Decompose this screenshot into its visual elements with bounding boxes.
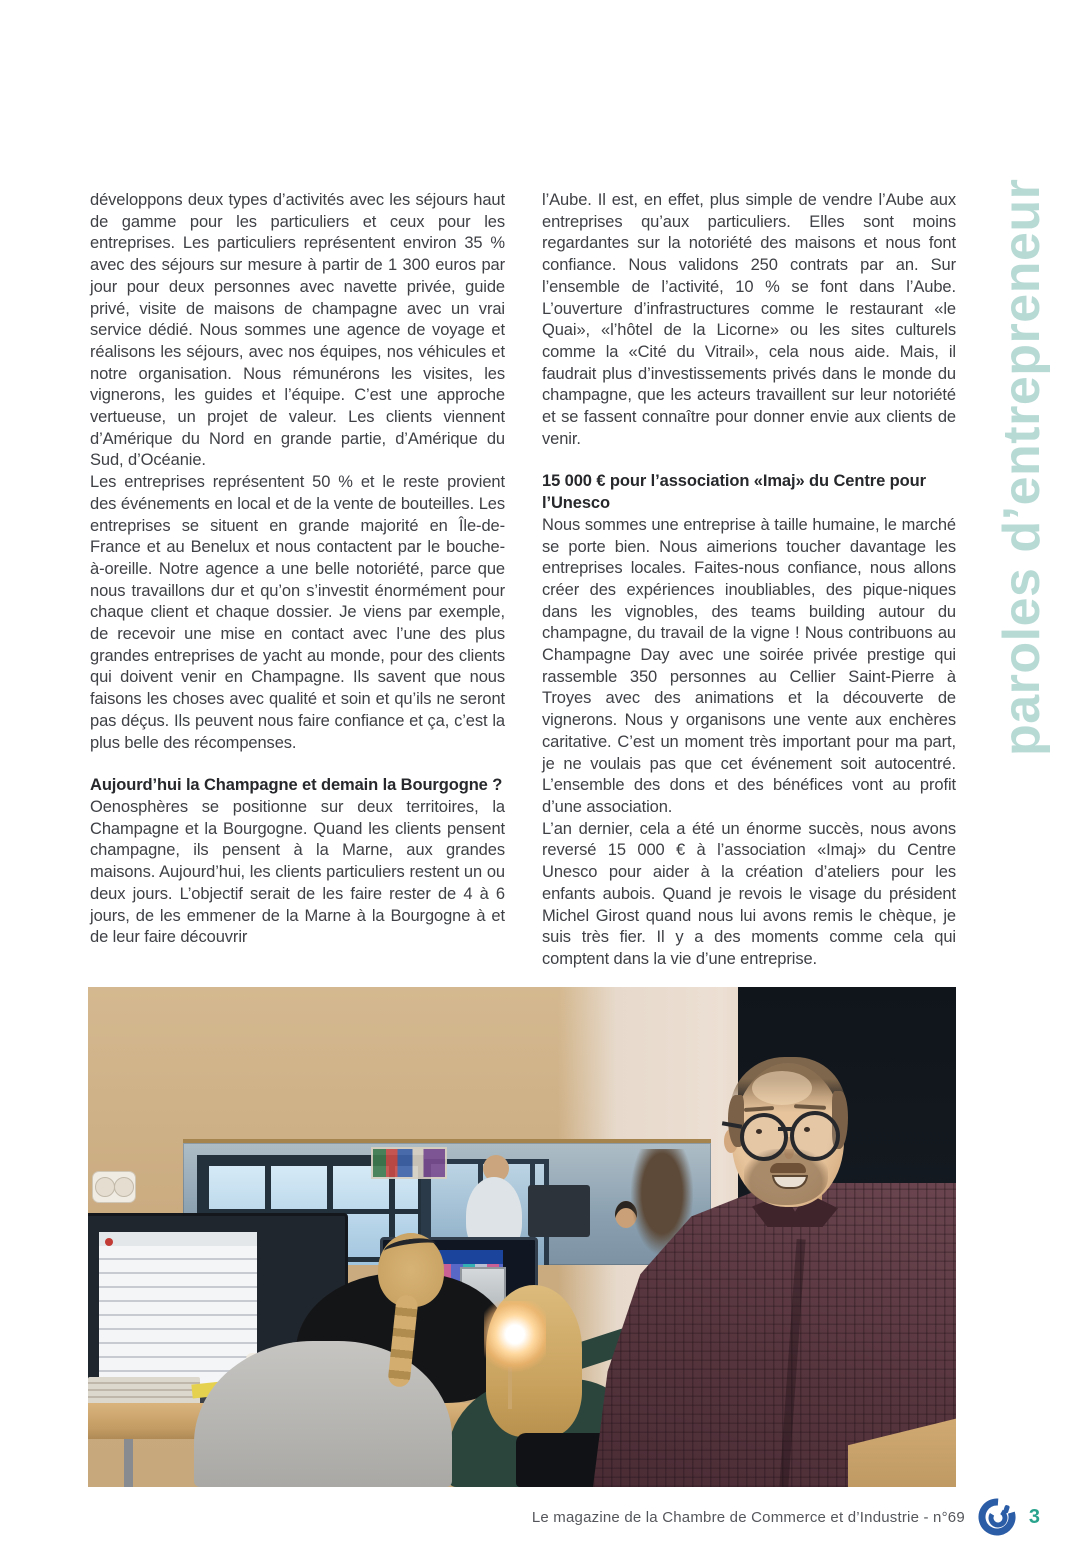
paragraph: Oenosphères se positionne sur deux territoires, la Champagne et la Bourgogne. Quand les clients pensent champagne, ils pensent à la Marne, aux grandes maisons. Aujourd’hui, les clients particuliers restent un ou deux jours. L’objectif serait de les faire rester de 4 à 6 jours, de les emmener de la Marne à la Bourgogne à et de leur faire découvrir	[90, 797, 505, 947]
photo-paper-stack	[88, 1377, 200, 1405]
article-column-right	[542, 190, 956, 971]
paragraph: Les entreprises représentent 50 % et le reste provient des événements en local et de la vente de bouteilles. Les entreprises se situent en grande majorité en Île-de-France et au Benelux et nous contactent par le bouche-à-oreille. Notre agence a une belle notoriété, parce que nous travaillons dur et qu’on s’investit énormément pour chaque client et chaque dossier. Je viens par exemple, de recevoir une mise en contact avec l’une des plus grandes entreprises de yacht au monde, pour des clients qui doivent venir en Champagne. Ils savent que nous faisons les choses avec qualité et soin et qu’ils ne seront pas déçus. Ils peuvent nous faire confiance et ça, c’est la plus belle des récompenses.	[90, 473, 505, 752]
office-photo	[88, 987, 956, 1487]
photo-forehead	[752, 1071, 812, 1105]
paragraph: Nous sommes une entreprise à taille humaine, le marché se porte bien. Nous aimerions toucher davantage les entreprises locales. Faites-nous confiance, nous allons créer des expériences inoubliables, des pique-niques dans les vignobles, des teams building autour du champagne, du travail de la vigne ! Nous contribuons au Champagne Day avec une soirée privée prestige qui rassemble 350 personnes au Cellier Saint-Pierre à Troyes avec des animations et la découverte de vignerons. Nous y organisons une vente aux enchères caritative. C’est un moment très important pour ma part, je ne voulais pas que cet événement soit autocentré. L’ensemble des dons et des bénéfices vont au profit d’une association.	[542, 515, 956, 816]
photo-glasses-right-lens	[790, 1111, 840, 1161]
paragraph: L’an dernier, cela a été un énorme succès, nous avons reversé 15 000 € à l’association «Imaj» du Centre Unesco pour aider à la création d’ateliers pour les enfants aubois. Quand je revois le visage du président Michel Girost quand nous lui avons remis le chèque, je suis très fier. Il y a des moments comme cela qui comptent dans la vie d’une entreprise.	[542, 819, 956, 968]
magazine-title-line: Le magazine de la Chambre de Commerce et d’Industrie - n°69	[531, 1508, 965, 1526]
photo-desk-leg	[124, 1439, 133, 1487]
photo-lamp-glow	[484, 1301, 546, 1375]
paragraph: développons deux types d’activités avec les séjours haut de gamme pour les particuliers et ceux pour les entreprises. Les particuliers représentent environ 35 % avec des séjours sur mesure à partir de 1 300 euros par jour pour deux personnes avec navette privée, guide privé, visite de maisons de champagne avec un vrai service dédié. Nous sommes une agence de voyage et réalisons les séjours, avec nos équipes, nos véhicules et notre organisation. Nous rémunérons les visites, les vignerons, les guides et l’équipe. C’est une approche vertueuse, un projet de valeur. Les clients viennent d’Amérique du Nord en grande partie, d’Amérique du Sud, d’Océanie.	[90, 191, 505, 470]
photo-monitor-icon	[105, 1238, 113, 1246]
photo-poster	[371, 1147, 447, 1179]
photo-background-monitor	[528, 1185, 590, 1237]
article-column-left	[90, 190, 505, 949]
section-heading: Aujourd’hui la Champagne et demain la Bourgogne ?	[90, 776, 503, 795]
photo-man-eye	[756, 1129, 762, 1134]
paragraph: l’Aube. Il est, en effet, plus simple de vendre l’Aube aux entreprises qu’aux particuliers. Elles sont moins regardantes sur la notoriété des maisons et nous font confiance. Nous validons 250 contrats par an. Sur l’ensemble de l’activité, 10 % se font dans l’Aube. L’ouverture d’infrastructures comme le restaurant «le Quai», «l’hôtel de la Licorne» ou les sites culturels comme la «Cité du Vitrail», cela nous aide. Mais, il faudrait plus d’investissements privés dans le monde du champagne, que les acteurs travaillent sur leur notoriété et se fassent connaître pour donner envie aux clients de venir.	[542, 191, 956, 448]
vertical-section-label: paroles d’entrepreneur	[993, 178, 1051, 756]
photo-man-eye	[804, 1127, 810, 1132]
section-heading: 15 000 € pour l’association «Imaj» du Centre pour l’Unesco	[542, 472, 926, 513]
photo-wall-outlet	[92, 1171, 136, 1203]
photo-man-mustache	[770, 1163, 806, 1173]
page-footer	[532, 1497, 1040, 1537]
photo-glasses-left-lens	[740, 1113, 788, 1161]
page-number: 3	[1028, 1505, 1040, 1528]
cci-logo-icon	[977, 1497, 1017, 1537]
photo-monitor-document	[99, 1232, 257, 1384]
photo-glasses-bridge	[778, 1127, 792, 1131]
